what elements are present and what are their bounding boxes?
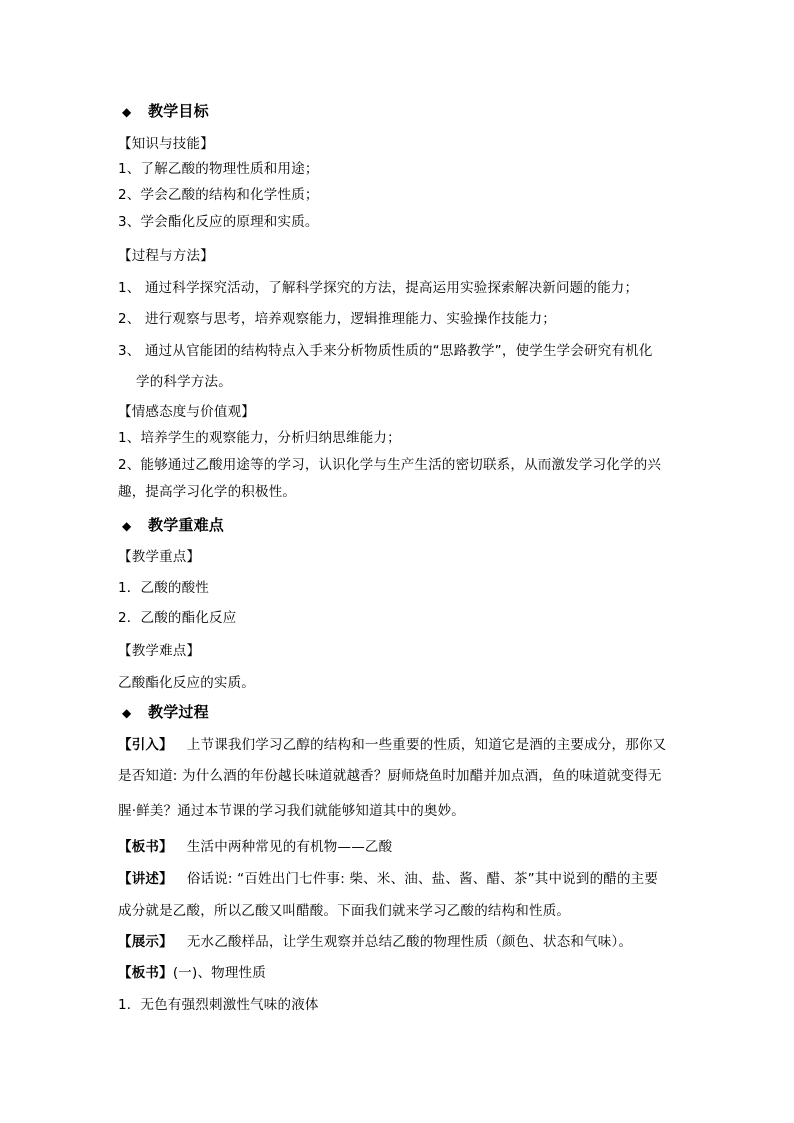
narrate-paragraph: 【讲述】 俗话说: “百姓出门七件事: 柴、米、油、盐、酱、醋、茶”其中说到的醋的主要 (118, 871, 659, 887)
list-item-continued: 趣，提高学习化学的积极性。 (118, 484, 297, 500)
diamond-bullet-icon: ◆ (122, 706, 132, 720)
heading-procedure: ◆ 教学过程 (122, 703, 209, 721)
label-difficulty: 【教学难点】 (118, 643, 201, 659)
tag-board: 【板书】 (118, 839, 173, 855)
intro-line: 是否知道: 为什么酒的年份越长味道就越香？厨师烧鱼时加醋并加点酒，鱼的味道就变得无 (118, 768, 662, 784)
tag-board: 【板书】 (118, 965, 173, 981)
list-item: 2．乙酸的酯化反应 (118, 610, 237, 626)
list-item: 3、 通过从官能团的结构特点入手来分析物质性质的“思路教学”，使学生学会研究有机化 (118, 343, 653, 359)
show-paragraph: 【展示】 无水乙酸样品，让学生观察并总结乙酸的物理性质（颜色、状态和气味）。 (118, 934, 633, 950)
tag-intro: 【引入】 (118, 737, 173, 753)
heading-keypoints: ◆ 教学重难点 (122, 516, 225, 534)
heading-goals: ◆ 教学目标 (122, 102, 209, 120)
list-item: 1．无色有强烈刺激性气味的液体 (118, 997, 319, 1013)
label-attitude: 【情感态度与价值观】 (118, 404, 255, 420)
difficulty-text: 乙酸酯化反应的实质。 (118, 675, 255, 691)
list-item-continued: 学的科学方法。 (136, 374, 232, 390)
diamond-bullet-icon: ◆ (122, 105, 132, 119)
diamond-bullet-icon: ◆ (122, 519, 132, 533)
label-knowledge: 【知识与技能】 (118, 136, 214, 152)
board-note: 【板书】(一)、物理性质 (118, 965, 266, 981)
tag-show: 【展示】 (118, 934, 173, 950)
list-item: 1、 通过科学探究活动，了解科学探究的方法，提高运用实验探索解决新问题的能力； (118, 280, 639, 296)
list-item: 1、培养学生的观察能力，分析归纳思维能力； (118, 430, 401, 446)
list-item: 1．乙酸的酸性 (118, 580, 209, 596)
intro-paragraph: 【引入】 上节课我们学习乙醇的结构和一些重要的性质，知道它是酒的主要成分，那你又 (118, 737, 667, 753)
board-note: 【板书】 生活中两种常见的有机物——乙酸 (118, 839, 393, 855)
label-process: 【过程与方法】 (118, 248, 214, 264)
list-item: 1、了解乙酸的物理性质和用途； (118, 161, 319, 177)
intro-line: 腥·鲜美？通过本节课的学习我们就能够知道其中的奥妙。 (118, 803, 465, 819)
list-item: 2、 进行观察与思考，培养观察能力，逻辑推理能力、实验操作技能力； (118, 311, 556, 327)
list-item: 3、学会酯化反应的原理和实质。 (118, 214, 319, 230)
list-item: 2、能够通过乙酸用途等的学习，认识化学与生产生活的密切联系，从而激发学习化学的兴 (118, 457, 662, 473)
label-focus: 【教学重点】 (118, 549, 201, 565)
list-item: 2、学会乙酸的结构和化学性质； (118, 187, 319, 203)
tag-narrate: 【讲述】 (118, 871, 173, 887)
narrate-line: 成分就是乙酸，所以乙酸又叫醋酸。下面我们就来学习乙酸的结构和性质。 (118, 903, 571, 919)
